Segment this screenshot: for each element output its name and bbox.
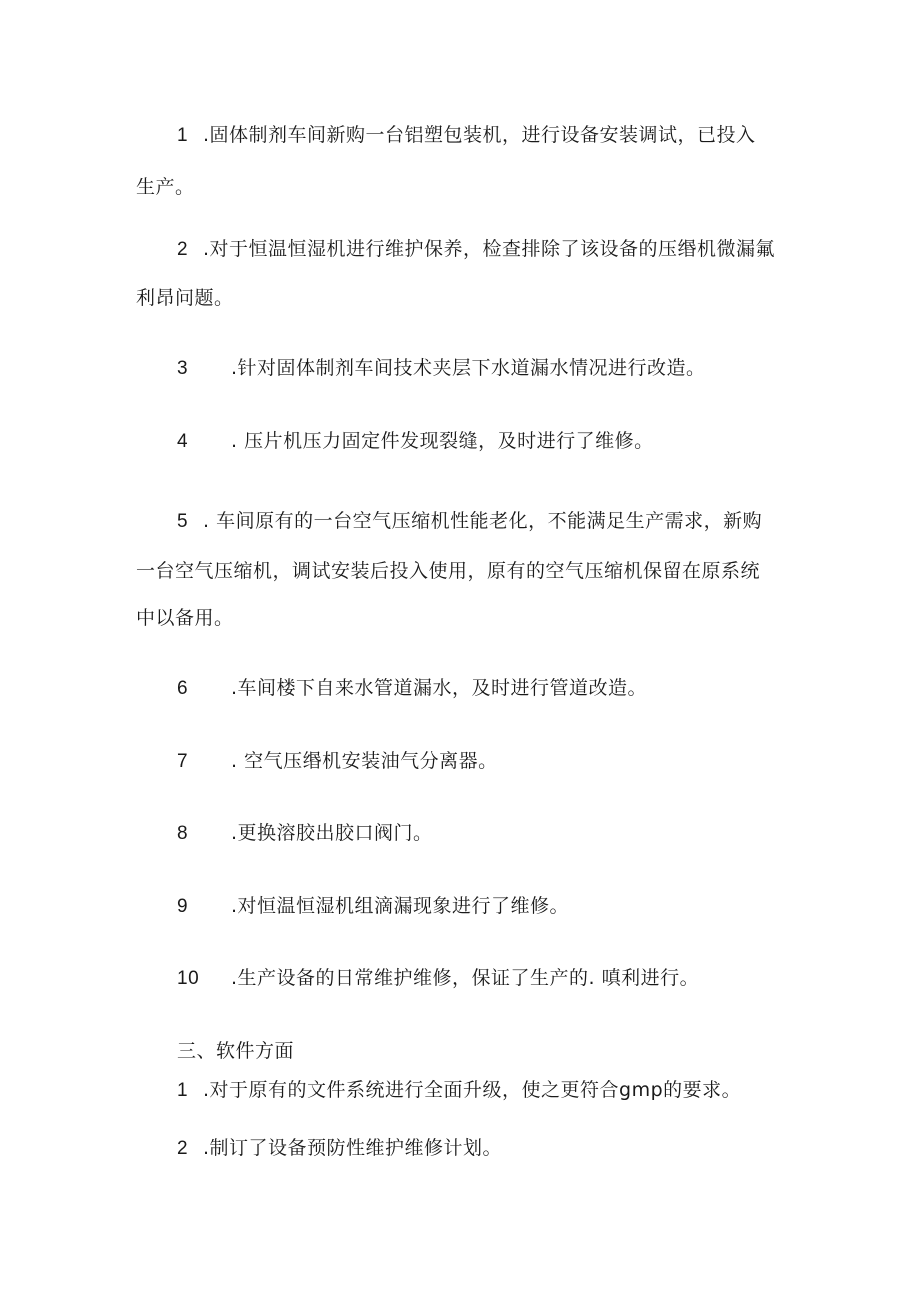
item-text: .对恒温恒湿机组滴漏现象进行了维修。 [231, 895, 570, 917]
item-number: 6 [177, 678, 189, 699]
item-text: . 车间原有的一台空气压缩机性能老化，不能满足生产需求，新购 [203, 510, 763, 532]
list-item-9 [177, 893, 569, 920]
item-number: 4 [177, 431, 189, 452]
section-item-1 [177, 1077, 741, 1104]
section-heading: 三、软件方面 [177, 1040, 295, 1062]
item-number: 2 [177, 239, 189, 260]
list-item-7 [177, 748, 498, 775]
item-text: .针对固体制剂车间技术夹层下水道漏水情况进行改造。 [231, 357, 706, 379]
item-text: .更换溶胶出胶口阀门。 [231, 822, 433, 844]
list-item-4 [177, 428, 654, 455]
item-text: .生产设备的日常维护维修，保证了生产的. 嗔利进行。 [231, 967, 700, 989]
list-item-10 [177, 965, 699, 992]
item-number: 9 [177, 896, 189, 917]
list-item-5-line-3: 中以备用。 [136, 607, 234, 629]
item-number: 3 [177, 358, 189, 379]
item-text: .车间楼下自来水管道漏水，及时进行管道改造。 [231, 677, 648, 699]
item-text: . 压片机压力固定件发现裂缝，及时进行了维修。 [231, 430, 654, 452]
list-item-2-line-2: 利昂问题。 [136, 287, 234, 309]
item-text: .固体制剂车间新购一台铝塑包装机，进行设备安装调试，已投入 [203, 124, 756, 146]
item-number: 5 [177, 511, 189, 532]
list-item-1-line-1 [177, 122, 756, 149]
list-item-3 [177, 355, 706, 382]
list-item-2-line-1 [177, 236, 775, 263]
item-number: 1 [177, 125, 189, 146]
list-item-8 [177, 820, 433, 847]
list-item-1-line-2: 生产。 [136, 176, 195, 198]
item-text: . 空气压缗机安装油气分离器。 [231, 750, 498, 772]
item-number: 7 [177, 751, 189, 772]
item-number: 10 [177, 968, 200, 989]
item-number: 1 [177, 1080, 189, 1101]
item-number: 2 [177, 1138, 189, 1159]
section-item-2 [177, 1135, 502, 1162]
list-item-6 [177, 675, 647, 702]
item-text: .对于恒温恒湿机进行维护保养，检查排除了该设备的压缗机微漏氟 [203, 238, 776, 260]
list-item-5-line-1 [177, 508, 762, 535]
item-text: .制订了设备预防性维护维修计划。 [203, 1137, 503, 1159]
item-text: .对于原有的文件系统进行全面升级，使之更符合gmp的要求。 [203, 1079, 742, 1101]
item-number: 8 [177, 823, 189, 844]
list-item-5-line-2: 一台空气压缩机，调试安装后投入使用，原有的空气压缩机保留在原系统 [136, 560, 761, 582]
